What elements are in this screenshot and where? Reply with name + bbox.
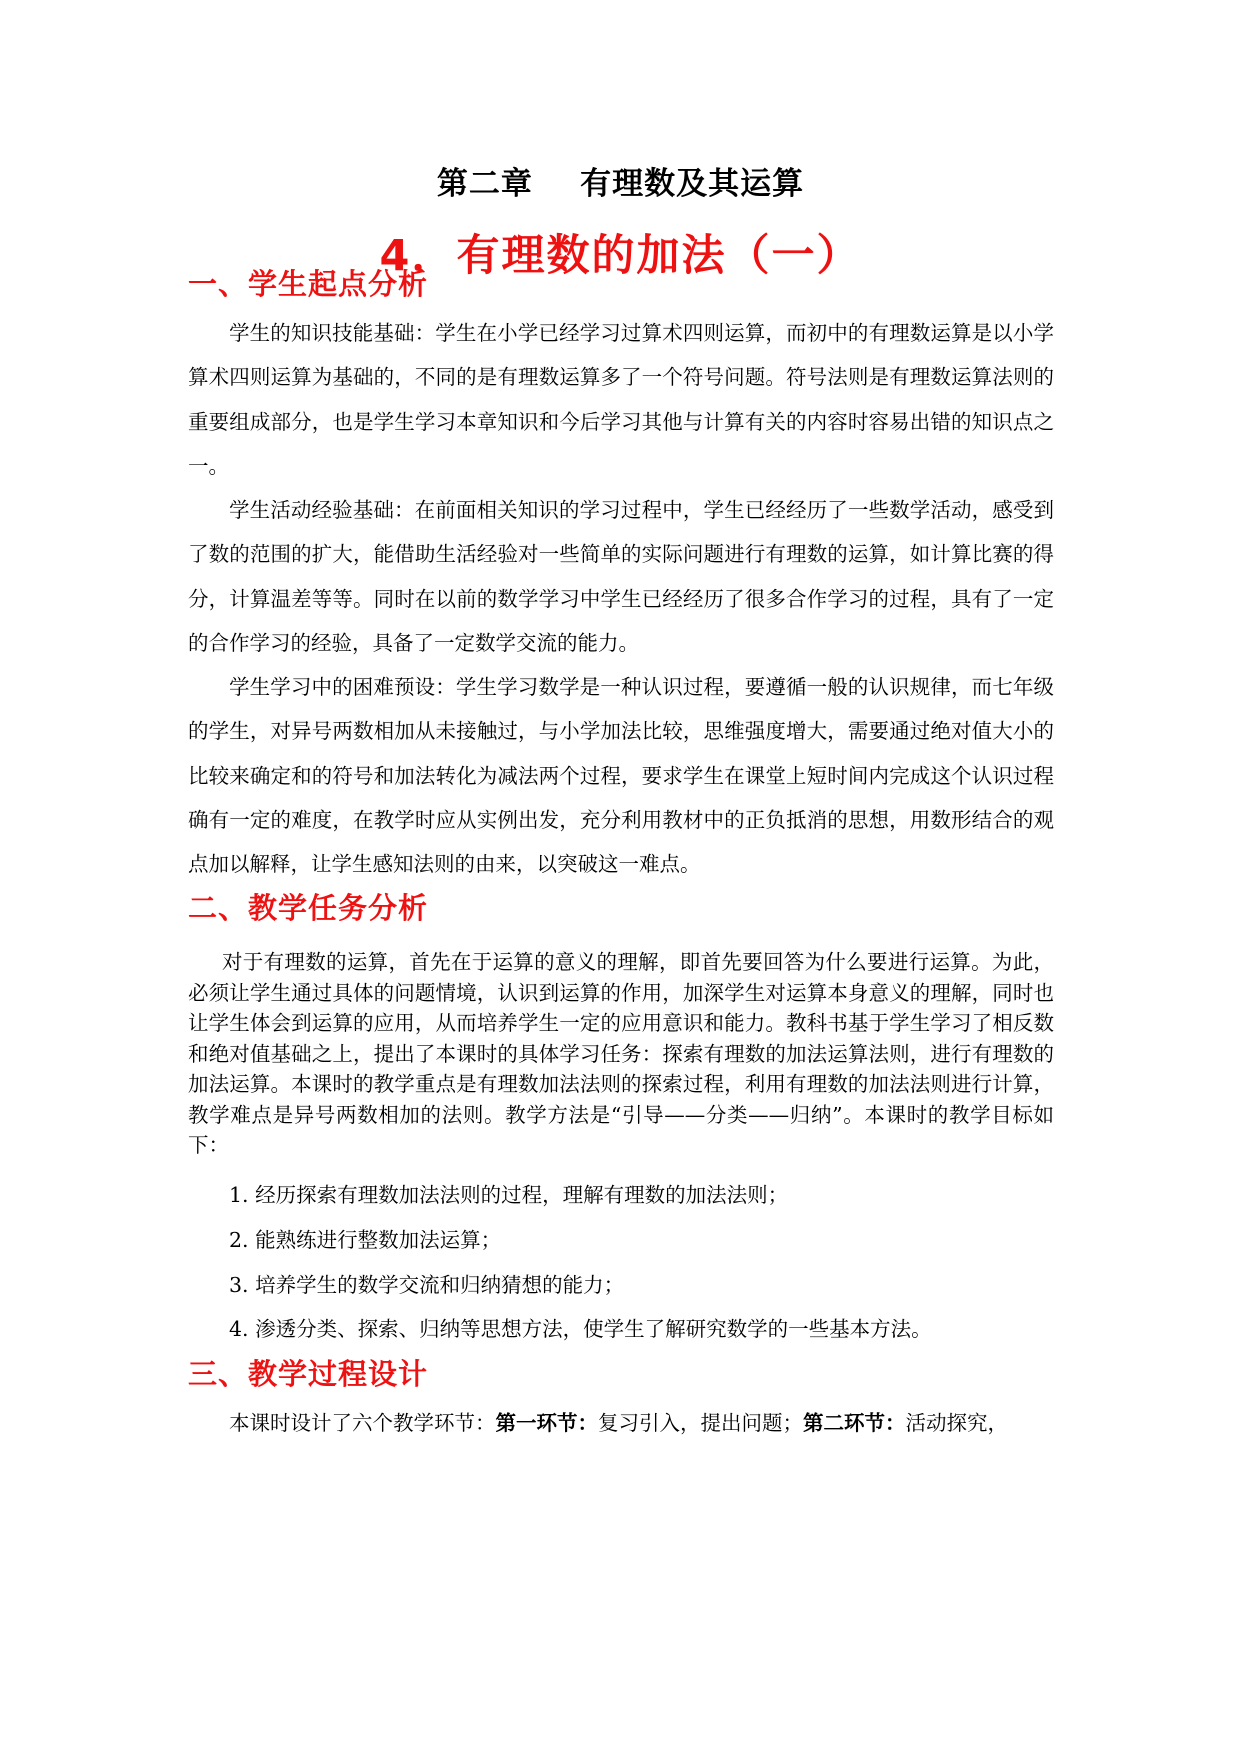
lesson-title: 4．有理数的加法（一） [379,231,862,281]
link-2-label: 第二环节： [803,1411,906,1435]
paragraph-learning-difficulty: 学生学习中的困难预设：学生学习数学是一种认识过程，要遵循一般的认识规律，而七年级的学生，对异号两数相加从未接触过，与小学加法比较，思维强度增大，需要通过绝对值大小的比较来确定和的符号和加法转化为减法两个过程，要求学生在课堂上短时间内完成这个认识过程确有一定的难度，在教学时应从实例出发，充分利用教材中的正负抵消的思想，用数形结合的观点加以解释，让学生感知法则的由来，以突破这一难点。 [188,675,1054,877]
link-1-text: 复习引入，提出问题； [598,1411,803,1435]
paragraph-knowledge-basis: 学生的知识技能基础：学生在小学已经学习过算术四则运算，而初中的有理数运算是以小学算术四则运算为基础的，不同的是有理数运算多了一个符号问题。符号法则是有理数运算法则的重要组成部分，也是学生学习本章知识和今后学习其他与计算有关的内容时容易出错的知识点之一。 [188,321,1054,478]
link-1-label: 第一环节： [495,1411,598,1435]
goal-item-3: 3. 培养学生的数学交流和归纳猜想的能力； [229,1273,625,1297]
paragraph-task-analysis: 对于有理数的运算，首先在于运算的意义的理解，即首先要回答为什么要进行运算。为此，必须让学生通过具体的问题情境，认识到运算的作用，加深学生对运算本身意义的理解，同时也让学生体会到运算的应用，从而培养学生一定的应用意识和能力。教科书基于学生学习了相反数和绝对值基础之上，提出了本课时的具体学习任务：探索有理数的加法运算法则，进行有理数的加法运算。本课时的教学重点是有理数加法法则的探索过程，利用有理数的加法法则进行计算，教学难点是异号两数相加的法则。教学方法是“引导——分类——归纳”。本课时的教学目标如下： [188,950,1054,1157]
chapter-title: 第二章 有理数及其运算 [436,166,805,202]
paragraph-process-intro [188,1401,1054,1445]
section-heading-task-analysis: 二、教学任务分析 [188,891,429,925]
process-intro-text: 本课时设计了六个教学环节： [229,1411,496,1435]
goal-item-1: 1. 经历探索有理数加法法则的过程，理解有理数的加法法则； [229,1183,789,1207]
link-2-text: 活动探究， [905,1411,1008,1435]
goal-item-2: 2. 能熟练进行整数加法运算； [229,1228,502,1252]
goal-item-4: 4. 渗透分类、探索、归纳等思想方法，使学生了解研究数学的一些基本方法。 [229,1317,932,1341]
paragraph-activity-experience: 学生活动经验基础：在前面相关知识的学习过程中，学生已经经历了一些数学活动，感受到了数的范围的扩大，能借助生活经验对一些简单的实际问题进行有理数的运算，如计算比赛的得分，计算温差等等。同时在以前的数学学习中学生已经经历了很多合作学习的过程，具有了一定的合作学习的经验，具备了一定数学交流的能力。 [188,498,1054,655]
section-heading-process-design: 三、教学过程设计 [188,1357,429,1391]
section-heading-student-analysis: 一、学生起点分析 [188,267,429,301]
